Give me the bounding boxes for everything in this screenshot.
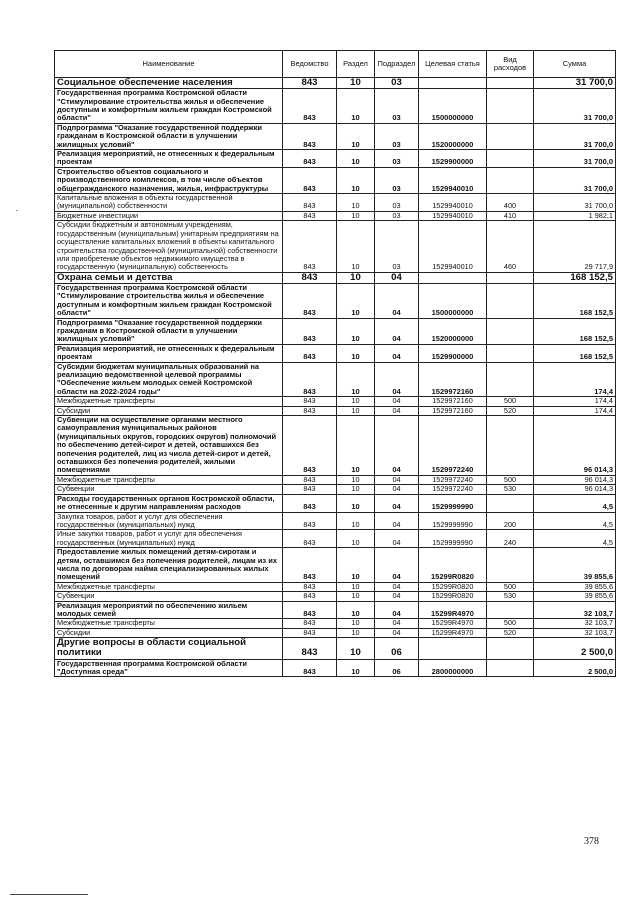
- row-name: Расходы государственных органов Костромской области, не отнесенные к другим направлениям расходов: [55, 494, 283, 512]
- row-expense-type: 530: [487, 485, 534, 494]
- row-section: 10: [337, 485, 375, 494]
- row-sum: 39 855,6: [534, 592, 616, 601]
- table-row: [55, 475, 616, 484]
- row-expense-type: 520: [487, 406, 534, 415]
- row-expense-type: 500: [487, 619, 534, 628]
- row-expense-type: [487, 659, 534, 677]
- row-target-item: 1529940010: [419, 211, 487, 220]
- row-target-item: 1529999990: [419, 494, 487, 512]
- header-expense-type: Вид расходов: [487, 51, 534, 78]
- row-name: Подпрограмма "Оказание государственной поддержки гражданам в Костромской области в улучшении жилищных условий": [55, 318, 283, 344]
- row-department: 843: [283, 512, 337, 530]
- row-subsection: 03: [375, 167, 419, 193]
- row-section: 10: [337, 494, 375, 512]
- row-name: Государственная программа Костромской области "Стимулирование строительства жилья и обеспечение доступным и комфортным жильем граждан Костромской области": [55, 89, 283, 124]
- row-section: 10: [337, 416, 375, 476]
- table-row: [55, 78, 616, 89]
- row-subsection: 04: [375, 318, 419, 344]
- row-subsection: 03: [375, 150, 419, 168]
- row-expense-type: 500: [487, 397, 534, 406]
- row-name: Бюджетные инвестиции: [55, 211, 283, 220]
- row-sum: 31 700,0: [534, 194, 616, 212]
- row-section: 10: [337, 638, 375, 659]
- row-expense-type: [487, 167, 534, 193]
- row-department: 843: [283, 416, 337, 476]
- row-sum: 168 152,5: [534, 318, 616, 344]
- row-name: Субсидии бюджетным и автономным учреждениям, государственным (муниципальным) унитарным предприятиям на осуществление капитальных вложений в объекты капитального строительства государственной (муниципальной) собственности или приобретение объектов недвижимого имущества в государственную (муниципальную) собственность: [55, 221, 283, 272]
- row-subsection: 04: [375, 619, 419, 628]
- row-department: 843: [283, 123, 337, 149]
- row-section: 10: [337, 406, 375, 415]
- row-target-item: 1529999990: [419, 530, 487, 548]
- row-target-item: 2800000000: [419, 659, 487, 677]
- row-subsection: 04: [375, 582, 419, 591]
- row-name: Субсидии бюджетам муниципальных образований на реализацию ведомственной целевой программы "Обеспечение жильем молодых семей Костромской области на 2022-2024 годы": [55, 362, 283, 397]
- table-row: [55, 194, 616, 212]
- row-target-item: [419, 78, 487, 89]
- row-sum: 31 700,0: [534, 167, 616, 193]
- row-target-item: 15299R0820: [419, 592, 487, 601]
- row-sum: 174,4: [534, 406, 616, 415]
- row-department: 843: [283, 344, 337, 362]
- row-sum: 168 152,5: [534, 344, 616, 362]
- table-row: [55, 416, 616, 476]
- row-target-item: 1529972160: [419, 397, 487, 406]
- row-section: 10: [337, 601, 375, 619]
- row-subsection: 03: [375, 221, 419, 272]
- row-sum: 96 014,3: [534, 475, 616, 484]
- row-target-item: 1529972240: [419, 485, 487, 494]
- row-expense-type: 500: [487, 582, 534, 591]
- row-sum: 32 103,7: [534, 619, 616, 628]
- row-expense-type: 460: [487, 221, 534, 272]
- row-expense-type: [487, 78, 534, 89]
- row-expense-type: 410: [487, 211, 534, 220]
- row-target-item: 1529972240: [419, 475, 487, 484]
- row-target-item: 1500000000: [419, 89, 487, 124]
- row-section: 10: [337, 318, 375, 344]
- row-section: 10: [337, 548, 375, 583]
- row-sum: 4,5: [534, 512, 616, 530]
- row-name: Строительство объектов социального и производственного комплексов, в том числе объектов общегражданского назначения, жилья, инфраструктуры: [55, 167, 283, 193]
- row-section: 10: [337, 167, 375, 193]
- row-expense-type: [487, 344, 534, 362]
- row-section: 10: [337, 272, 375, 283]
- row-section: 10: [337, 362, 375, 397]
- row-target-item: 1529972160: [419, 406, 487, 415]
- row-sum: 31 700,0: [534, 150, 616, 168]
- row-section: 10: [337, 221, 375, 272]
- row-subsection: 03: [375, 123, 419, 149]
- row-section: 10: [337, 659, 375, 677]
- row-subsection: 03: [375, 89, 419, 124]
- header-target-item: Целевая статья: [419, 51, 487, 78]
- table-row: [55, 344, 616, 362]
- row-sum: 168 152,5: [534, 283, 616, 318]
- row-sum: 39 855,6: [534, 548, 616, 583]
- table-row: [55, 167, 616, 193]
- row-sum: 96 014,3: [534, 485, 616, 494]
- row-section: 10: [337, 283, 375, 318]
- table-row: [55, 530, 616, 548]
- header-department: Ведомство: [283, 51, 337, 78]
- row-expense-type: [487, 283, 534, 318]
- header-subsection: Подраздел: [375, 51, 419, 78]
- row-department: 843: [283, 194, 337, 212]
- row-name: Субвенции на осуществление органами местного самоуправления муниципальных районов (муниципальных округов, городских округов) полномочий по обеспечению детей-сирот и детей, оставшихся без попечения родителей, лиц из числа детей-сирот и детей, оставшихся без попечения родителей, жилыми помещениями: [55, 416, 283, 476]
- table-row: [55, 601, 616, 619]
- row-target-item: 1529940010: [419, 221, 487, 272]
- row-name: Капитальные вложения в объекты государственной (муниципальной) собственности: [55, 194, 283, 212]
- row-department: 843: [283, 485, 337, 494]
- row-name: Другие вопросы в области социальной политики: [55, 638, 283, 659]
- row-subsection: 04: [375, 592, 419, 601]
- row-section: 10: [337, 150, 375, 168]
- row-department: 843: [283, 221, 337, 272]
- table-row: [55, 582, 616, 591]
- table-row: [55, 283, 616, 318]
- row-sum: 31 700,0: [534, 78, 616, 89]
- row-subsection: 03: [375, 78, 419, 89]
- row-name: Субвенции: [55, 485, 283, 494]
- row-section: 10: [337, 211, 375, 220]
- row-expense-type: [487, 548, 534, 583]
- row-target-item: 15299R0820: [419, 548, 487, 583]
- row-sum: 4,5: [534, 530, 616, 548]
- row-sum: 96 014,3: [534, 416, 616, 476]
- row-sum: 2 500,0: [534, 659, 616, 677]
- row-department: 843: [283, 78, 337, 89]
- row-subsection: 06: [375, 638, 419, 659]
- row-sum: 168 152,5: [534, 272, 616, 283]
- row-sum: 174,4: [534, 397, 616, 406]
- table-row: [55, 397, 616, 406]
- table-row: [55, 362, 616, 397]
- row-section: 10: [337, 78, 375, 89]
- row-expense-type: [487, 494, 534, 512]
- table-row: [55, 221, 616, 272]
- table-row: [55, 548, 616, 583]
- row-department: 843: [283, 283, 337, 318]
- budget-table: [54, 50, 616, 677]
- row-subsection: 06: [375, 659, 419, 677]
- row-expense-type: 200: [487, 512, 534, 530]
- row-target-item: 1529940010: [419, 167, 487, 193]
- row-name: Охрана семьи и детства: [55, 272, 283, 283]
- row-department: 843: [283, 619, 337, 628]
- row-expense-type: [487, 601, 534, 619]
- table-row: [55, 89, 616, 124]
- row-section: 10: [337, 344, 375, 362]
- row-section: 10: [337, 194, 375, 212]
- table-row: [55, 659, 616, 677]
- row-expense-type: 240: [487, 530, 534, 548]
- row-target-item: 1529999990: [419, 512, 487, 530]
- row-sum: 39 855,6: [534, 582, 616, 591]
- row-subsection: 04: [375, 512, 419, 530]
- row-department: 843: [283, 211, 337, 220]
- header-name: Наименование: [55, 51, 283, 78]
- row-name: Межбюджетные трансферты: [55, 475, 283, 484]
- row-target-item: [419, 272, 487, 283]
- row-subsection: 04: [375, 283, 419, 318]
- row-section: 10: [337, 530, 375, 548]
- row-expense-type: [487, 362, 534, 397]
- row-expense-type: 520: [487, 628, 534, 637]
- row-target-item: 1500000000: [419, 283, 487, 318]
- row-section: 10: [337, 397, 375, 406]
- row-expense-type: 400: [487, 194, 534, 212]
- row-name: Подпрограмма "Оказание государственной поддержки гражданам в Костромской области в улучшении жилищных условий": [55, 123, 283, 149]
- table-header-row: [55, 51, 616, 78]
- row-section: 10: [337, 123, 375, 149]
- page-number: 378: [584, 836, 599, 847]
- row-section: 10: [337, 628, 375, 637]
- row-department: 843: [283, 628, 337, 637]
- row-sum: 32 103,7: [534, 628, 616, 637]
- row-department: 843: [283, 582, 337, 591]
- row-name: Субвенции: [55, 592, 283, 601]
- row-expense-type: 500: [487, 475, 534, 484]
- row-target-item: 1529972160: [419, 362, 487, 397]
- table-row: [55, 494, 616, 512]
- row-department: 843: [283, 406, 337, 415]
- table-body: [55, 78, 616, 677]
- row-sum: 31 700,0: [534, 123, 616, 149]
- scan-speck: [16, 210, 18, 211]
- table-row: [55, 150, 616, 168]
- row-name: Субсидии: [55, 628, 283, 637]
- row-subsection: 04: [375, 416, 419, 476]
- row-target-item: 15299R0820: [419, 582, 487, 591]
- row-target-item: 1529972240: [419, 416, 487, 476]
- row-department: 843: [283, 397, 337, 406]
- table-row: [55, 123, 616, 149]
- row-subsection: 04: [375, 548, 419, 583]
- row-name: Межбюджетные трансферты: [55, 397, 283, 406]
- row-name: Реализация мероприятий по обеспечению жильем молодых семей: [55, 601, 283, 619]
- row-subsection: 04: [375, 530, 419, 548]
- row-expense-type: [487, 318, 534, 344]
- row-target-item: 15299R4970: [419, 619, 487, 628]
- row-subsection: 04: [375, 628, 419, 637]
- row-expense-type: [487, 123, 534, 149]
- row-department: 843: [283, 272, 337, 283]
- row-department: 843: [283, 475, 337, 484]
- row-target-item: 15299R4970: [419, 628, 487, 637]
- row-subsection: 04: [375, 362, 419, 397]
- table-row: [55, 485, 616, 494]
- row-subsection: 04: [375, 475, 419, 484]
- row-section: 10: [337, 89, 375, 124]
- row-subsection: 04: [375, 601, 419, 619]
- row-target-item: 1529900000: [419, 344, 487, 362]
- row-expense-type: 530: [487, 592, 534, 601]
- row-target-item: 1529900000: [419, 150, 487, 168]
- row-expense-type: [487, 638, 534, 659]
- row-subsection: 04: [375, 494, 419, 512]
- row-subsection: 04: [375, 485, 419, 494]
- row-expense-type: [487, 89, 534, 124]
- row-target-item: 1520000000: [419, 318, 487, 344]
- row-name: Субсидии: [55, 406, 283, 415]
- row-name: Межбюджетные трансферты: [55, 582, 283, 591]
- footnote-rule: [10, 894, 88, 895]
- row-subsection: 04: [375, 397, 419, 406]
- row-department: 843: [283, 601, 337, 619]
- row-name: Государственная программа Костромской области "Доступная среда": [55, 659, 283, 677]
- row-target-item: 15299R4970: [419, 601, 487, 619]
- row-section: 10: [337, 512, 375, 530]
- row-name: Социальное обеспечение населения: [55, 78, 283, 89]
- row-department: 843: [283, 318, 337, 344]
- row-sum: 2 500,0: [534, 638, 616, 659]
- row-expense-type: [487, 272, 534, 283]
- row-section: 10: [337, 475, 375, 484]
- row-name: Межбюджетные трансферты: [55, 619, 283, 628]
- row-department: 843: [283, 362, 337, 397]
- row-name: Реализация мероприятий, не отнесенных к федеральным проектам: [55, 344, 283, 362]
- row-section: 10: [337, 582, 375, 591]
- row-department: 843: [283, 167, 337, 193]
- row-subsection: 04: [375, 406, 419, 415]
- row-name: Закупка товаров, работ и услуг для обеспечения государственных (муниципальных) нужд: [55, 512, 283, 530]
- row-section: 10: [337, 592, 375, 601]
- row-name: Предоставление жилых помещений детям-сиротам и детям, оставшимся без попечения родителей, лицам из их числа по договорам найма специализированных жилых помещений: [55, 548, 283, 583]
- table-row: [55, 619, 616, 628]
- row-sum: 29 717,9: [534, 221, 616, 272]
- table-row: [55, 638, 616, 659]
- table-row: [55, 512, 616, 530]
- row-name: Иные закупки товаров, работ и услуг для обеспечения государственных (муниципальных) нужд: [55, 530, 283, 548]
- row-section: 10: [337, 619, 375, 628]
- header-section: Раздел: [337, 51, 375, 78]
- row-department: 843: [283, 548, 337, 583]
- row-sum: 1 982,1: [534, 211, 616, 220]
- row-department: 843: [283, 530, 337, 548]
- table-row: [55, 592, 616, 601]
- row-name: Государственная программа Костромской области "Стимулирование строительства жилья и обеспечение доступным и комфортным жильем граждан Костромской области": [55, 283, 283, 318]
- row-sum: 31 700,0: [534, 89, 616, 124]
- row-sum: 4,5: [534, 494, 616, 512]
- row-department: 843: [283, 592, 337, 601]
- row-expense-type: [487, 150, 534, 168]
- row-target-item: 1520000000: [419, 123, 487, 149]
- table-row: [55, 318, 616, 344]
- row-subsection: 03: [375, 211, 419, 220]
- row-department: 843: [283, 150, 337, 168]
- row-name: Реализация мероприятий, не отнесенных к федеральным проектам: [55, 150, 283, 168]
- row-department: 843: [283, 494, 337, 512]
- row-target-item: [419, 638, 487, 659]
- row-subsection: 04: [375, 344, 419, 362]
- row-subsection: 04: [375, 272, 419, 283]
- row-department: 843: [283, 638, 337, 659]
- table-row: [55, 272, 616, 283]
- row-expense-type: [487, 416, 534, 476]
- row-subsection: 03: [375, 194, 419, 212]
- row-sum: 32 103,7: [534, 601, 616, 619]
- row-target-item: 1529940010: [419, 194, 487, 212]
- header-sum: Сумма: [534, 51, 616, 78]
- row-sum: 174,4: [534, 362, 616, 397]
- row-department: 843: [283, 89, 337, 124]
- row-department: 843: [283, 659, 337, 677]
